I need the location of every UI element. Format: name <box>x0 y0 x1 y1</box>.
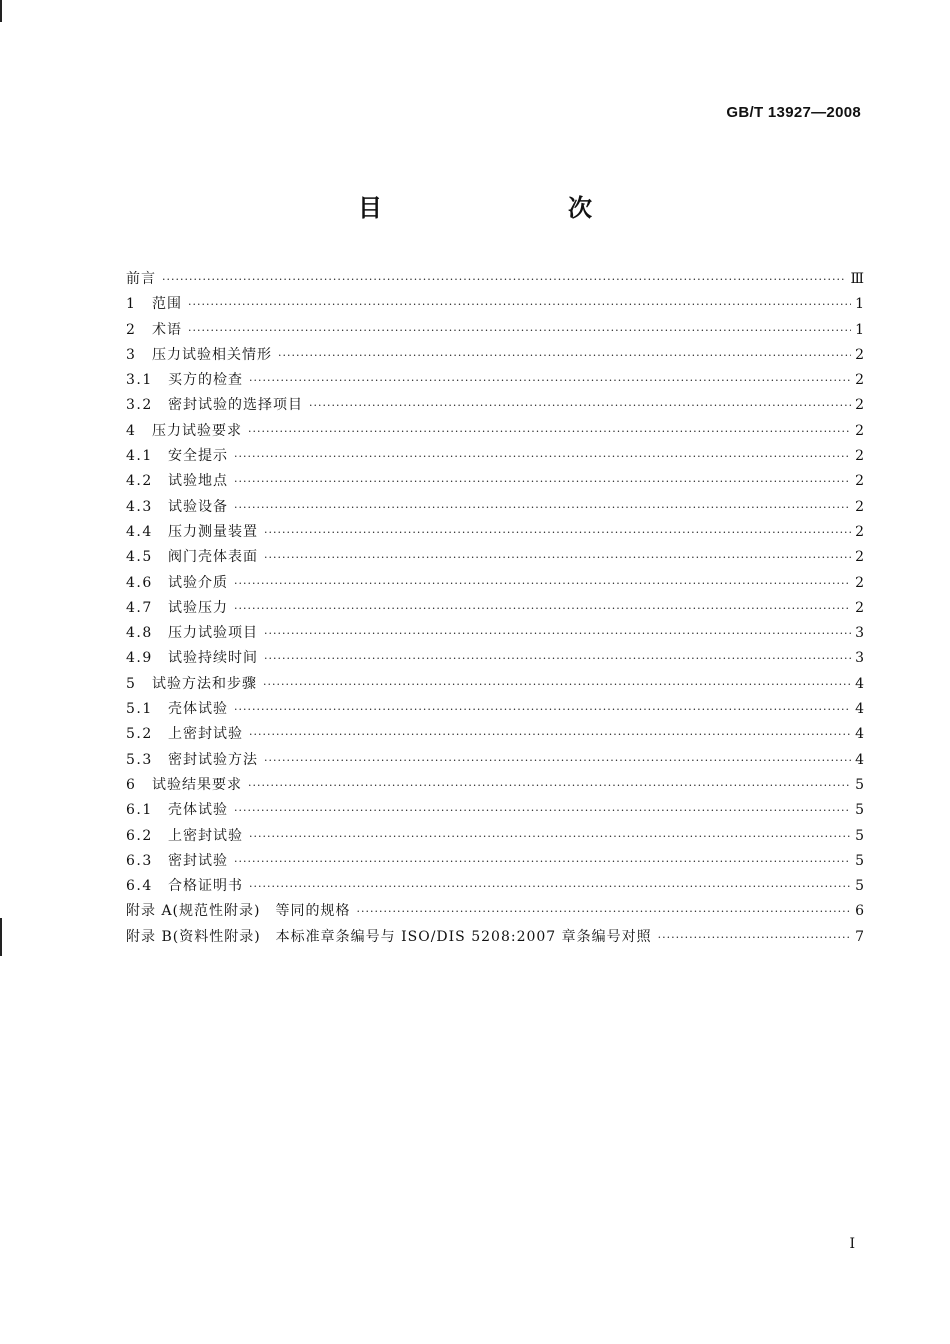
dot-leader <box>234 444 851 469</box>
toc-entry-number: 6.4 <box>126 878 153 895</box>
toc-entry-title: 压力测量装置 <box>168 523 258 540</box>
toc-entry-page: 7 <box>855 928 864 945</box>
toc-entry-title: 密封试验 <box>168 852 228 869</box>
dot-leader <box>249 722 851 747</box>
toc-entry-title: 附录 A(规范性附录) 等同的规格 <box>126 903 351 920</box>
toc-entry-title: 安全提示 <box>168 448 228 465</box>
toc-entry-page: 2 <box>855 549 864 566</box>
toc-entry[interactable] <box>126 646 864 671</box>
dot-leader <box>309 393 851 418</box>
toc-entry-page: 2 <box>855 473 864 490</box>
toc-entry[interactable] <box>126 368 864 393</box>
toc-entry-number: 4.6 <box>126 574 153 591</box>
page-title: 目 次 <box>358 194 638 222</box>
dot-leader <box>188 318 851 343</box>
dot-leader <box>234 596 851 621</box>
toc-entry-title: 密封试验方法 <box>168 751 258 768</box>
toc-entry-number: 3.2 <box>126 397 153 414</box>
dot-leader <box>162 267 846 292</box>
toc-entry[interactable] <box>126 571 864 596</box>
dot-leader <box>264 621 851 646</box>
toc-entry-page: 2 <box>855 498 864 515</box>
toc-entry-page: 2 <box>855 448 864 465</box>
toc-entry[interactable] <box>126 545 864 570</box>
toc-entry[interactable] <box>126 267 864 292</box>
dot-leader <box>264 545 851 570</box>
toc-entry-title: 壳体试验 <box>168 701 228 718</box>
toc-entry-page: 1 <box>855 321 864 338</box>
table-of-contents <box>126 267 864 950</box>
toc-entry-number: 4.2 <box>126 473 153 490</box>
scan-mark <box>0 918 2 956</box>
toc-entry[interactable] <box>126 393 864 418</box>
toc-entry-number: 5.2 <box>126 726 153 743</box>
toc-entry-page: 2 <box>855 397 864 414</box>
toc-entry-page: 2 <box>855 422 864 439</box>
toc-entry-page: 2 <box>855 372 864 389</box>
toc-entry[interactable] <box>126 697 864 722</box>
dot-leader <box>249 824 851 849</box>
toc-entry-title: 附录 B(资料性附录) 本标准章条编号与 ISO/DIS 5208:2007 章条编号对照 <box>126 928 652 945</box>
toc-entry-number: 1 <box>126 296 137 313</box>
toc-entry[interactable] <box>126 621 864 646</box>
toc-entry-title: 前言 <box>126 271 156 287</box>
toc-entry-title: 压力试验要求 <box>152 422 242 439</box>
toc-entry[interactable] <box>126 773 864 798</box>
toc-entry-number: 4.4 <box>126 523 153 540</box>
toc-entry-page: 3 <box>855 650 864 667</box>
toc-entry-title: 阀门壳体表面 <box>168 549 258 566</box>
toc-entry-number: 6.3 <box>126 852 153 869</box>
toc-entry-number: 4.7 <box>126 599 153 616</box>
dot-leader <box>249 874 851 899</box>
toc-entry[interactable] <box>126 419 864 444</box>
dot-leader <box>234 849 851 874</box>
dot-leader <box>234 571 851 596</box>
toc-entry-page: 1 <box>855 296 864 313</box>
toc-entry-page: 2 <box>855 574 864 591</box>
toc-entry[interactable] <box>126 444 864 469</box>
toc-entry[interactable] <box>126 343 864 368</box>
toc-entry-page: 3 <box>855 625 864 642</box>
toc-entry[interactable] <box>126 874 864 899</box>
dot-leader <box>264 520 851 545</box>
toc-entry-page: 5 <box>855 827 864 844</box>
toc-entry-number: 4 <box>126 422 137 439</box>
toc-entry-number: 6.2 <box>126 827 153 844</box>
toc-entry[interactable] <box>126 798 864 823</box>
toc-entry-number: 3 <box>126 346 137 363</box>
toc-entry-number: 4.9 <box>126 650 153 667</box>
dot-leader <box>248 773 851 798</box>
toc-entry-title: 试验压力 <box>168 599 228 616</box>
toc-entry[interactable] <box>126 899 864 924</box>
toc-entry-page: 2 <box>855 599 864 616</box>
toc-entry-page: 2 <box>855 346 864 363</box>
toc-entry-page: 5 <box>855 802 864 819</box>
page-number: Ⅰ <box>849 1236 855 1252</box>
toc-entry-title: 合格证明书 <box>168 878 243 895</box>
toc-entry-title: 试验持续时间 <box>168 650 258 667</box>
dot-leader <box>234 495 851 520</box>
toc-entry-number: 4.5 <box>126 549 153 566</box>
toc-entry-title: 压力试验项目 <box>168 625 258 642</box>
toc-entry-page: 4 <box>855 726 864 743</box>
dot-leader <box>234 798 851 823</box>
toc-entry-page: 4 <box>855 675 864 692</box>
dot-leader <box>234 469 851 494</box>
toc-entry-title: 密封试验的选择项目 <box>168 397 303 414</box>
toc-entry-title: 术语 <box>152 321 182 338</box>
toc-entry[interactable] <box>126 672 864 697</box>
toc-entry-page: 5 <box>855 776 864 793</box>
toc-entry-number: 4.8 <box>126 625 153 642</box>
toc-entry-title: 试验方法和步骤 <box>152 675 257 692</box>
toc-entry[interactable] <box>126 495 864 520</box>
toc-entry[interactable] <box>126 469 864 494</box>
toc-entry-number: 3.1 <box>126 372 153 389</box>
toc-entry[interactable] <box>126 596 864 621</box>
dot-leader <box>356 899 851 924</box>
toc-entry-page: 5 <box>855 878 864 895</box>
toc-entry[interactable] <box>126 925 864 950</box>
toc-entry-title: 上密封试验 <box>168 827 243 844</box>
dot-leader <box>188 292 851 317</box>
toc-entry-title: 范围 <box>152 296 182 313</box>
dot-leader <box>263 672 851 697</box>
toc-entry-number: 5.3 <box>126 751 153 768</box>
toc-entry[interactable] <box>126 292 864 317</box>
dot-leader <box>264 748 851 773</box>
toc-entry[interactable] <box>126 722 864 747</box>
toc-entry-number: 6 <box>126 776 137 793</box>
dot-leader <box>248 419 851 444</box>
toc-entry-number: 5 <box>126 675 137 692</box>
toc-entry-title: 买方的检查 <box>168 372 243 389</box>
toc-entry-page: 5 <box>855 852 864 869</box>
toc-entry-number: 6.1 <box>126 802 153 819</box>
toc-entry-number: 2 <box>126 321 137 338</box>
toc-entry-number: 4.1 <box>126 448 153 465</box>
toc-entry[interactable] <box>126 849 864 874</box>
dot-leader <box>264 646 851 671</box>
toc-entry-page: 4 <box>855 751 864 768</box>
scan-mark <box>0 0 2 22</box>
dot-leader <box>658 925 851 950</box>
toc-entry-page: 6 <box>855 903 864 920</box>
toc-entry-number: 5.1 <box>126 701 153 718</box>
standard-code: GB/T 13927—2008 <box>726 104 861 121</box>
toc-entry-title: 压力试验相关情形 <box>152 346 272 363</box>
toc-entry-number: 4.3 <box>126 498 153 515</box>
dot-leader <box>249 368 851 393</box>
toc-entry-page: 4 <box>855 701 864 718</box>
dot-leader <box>278 343 851 368</box>
toc-entry-title: 上密封试验 <box>168 726 243 743</box>
toc-entry-page: 2 <box>855 523 864 540</box>
toc-entry[interactable] <box>126 318 864 343</box>
toc-entry-title: 试验设备 <box>168 498 228 515</box>
toc-entry[interactable] <box>126 748 864 773</box>
toc-entry-title: 试验地点 <box>168 473 228 490</box>
toc-entry[interactable] <box>126 520 864 545</box>
toc-entry-title: 试验介质 <box>168 574 228 591</box>
toc-entry-page: Ⅲ <box>850 271 864 287</box>
toc-entry-title: 试验结果要求 <box>152 776 242 793</box>
toc-entry-title: 壳体试验 <box>168 802 228 819</box>
toc-entry[interactable] <box>126 824 864 849</box>
dot-leader <box>234 697 851 722</box>
